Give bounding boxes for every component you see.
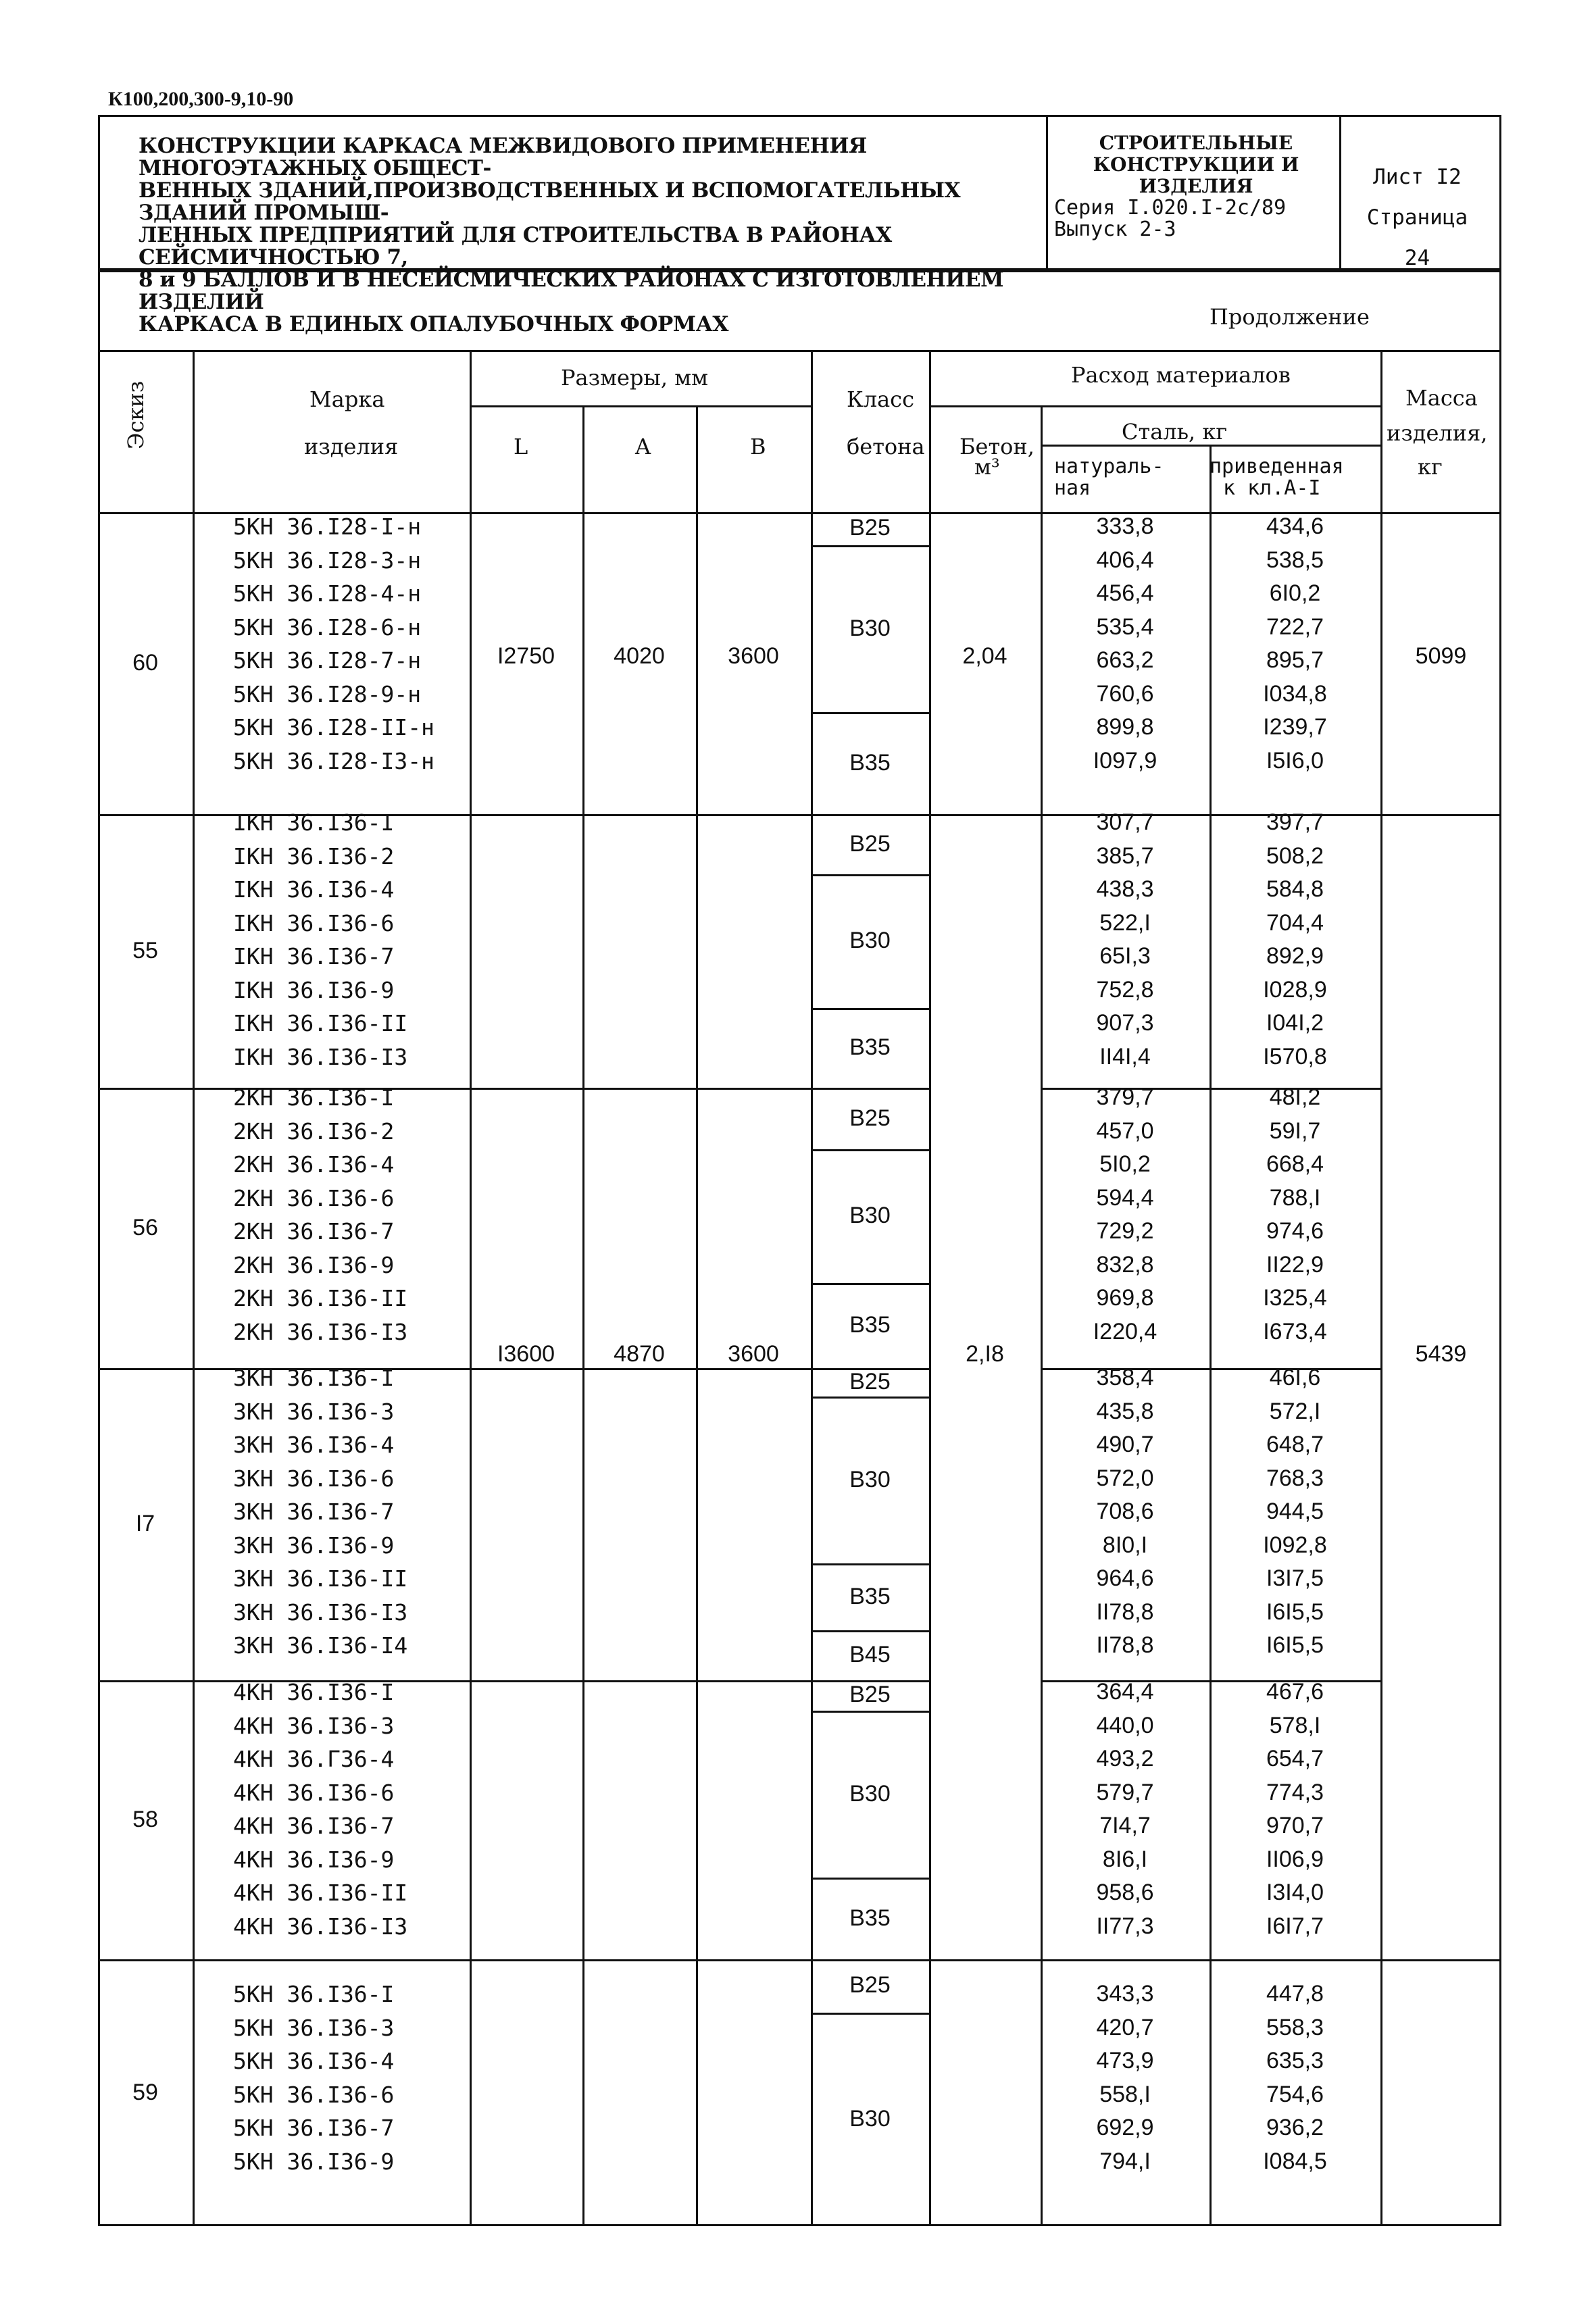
- steel-reduced: I6I7,7: [1266, 1913, 1324, 1939]
- product-mark: 4КН 36.Г36-4: [233, 1746, 395, 1772]
- steel-natural: 794,I: [1099, 2148, 1151, 2174]
- col-A: A: [635, 434, 651, 459]
- col-class-1: Класс: [847, 386, 915, 412]
- steel-reduced: 538,5: [1266, 547, 1324, 573]
- steel-reduced: 970,7: [1266, 1813, 1324, 1838]
- product-mark: 5КН 36.I28-I3-н: [233, 747, 435, 774]
- concrete-volume: 2,I8: [966, 1341, 1004, 1367]
- steel-natural: 343,3: [1096, 1981, 1154, 2007]
- product-mark: 4КН 36.I36-9: [233, 1846, 395, 1873]
- steel-reduced: I5I6,0: [1266, 747, 1324, 774]
- steel-natural: 435,8: [1096, 1398, 1154, 1424]
- steel-reduced: I04I,2: [1266, 1010, 1324, 1036]
- product-mark: 2КН 36.I36-I3: [233, 1318, 408, 1345]
- concrete-class: B30: [849, 1203, 891, 1229]
- steel-natural: 958,6: [1096, 1880, 1154, 1905]
- product-mark: 3КН 36.I36-6: [233, 1465, 395, 1492]
- steel-natural: I220,4: [1093, 1318, 1157, 1344]
- product-mark: 4КН 36.I36-I: [233, 1679, 395, 1705]
- width-A: 4870: [614, 1341, 665, 1367]
- concrete-class: B25: [849, 1368, 891, 1394]
- steel-natural: 307,7: [1096, 809, 1154, 835]
- steel-natural: 379,7: [1096, 1084, 1154, 1110]
- steel-reduced: 6I0,2: [1269, 580, 1321, 606]
- length-L: I2750: [497, 643, 555, 669]
- concrete-class: B30: [849, 1466, 891, 1492]
- product-mark: 2КН 36.I36-2: [233, 1117, 395, 1145]
- steel-natural: 493,2: [1096, 1746, 1154, 1771]
- product-mark: 5КН 36.I36-4: [233, 2048, 395, 2074]
- steel-reduced: I028,9: [1263, 976, 1327, 1003]
- steel-reduced: 788,I: [1269, 1184, 1321, 1211]
- steel-reduced: I084,5: [1263, 2148, 1327, 2174]
- steel-natural: 364,4: [1096, 1679, 1154, 1705]
- steel-natural: 385,7: [1096, 842, 1154, 869]
- col-reduced-2: к кл.А-I: [1223, 476, 1321, 500]
- product-mark: 3КН 36.I36-7: [233, 1499, 395, 1525]
- document-title: КОНСТРУКЦИИ КАРКАСА МЕЖВИДОВОГО ПРИМЕНЕНИЯ МНОГОЭТАЖНЫХ ОБЩЕСТ- ВЕННЫХ ЗДАНИЙ,ПРОИЗВОДСТВЕННЫХ И ВСПОМОГАТЕЛЬНЫХ ЗДАНИЙ ПРОМЫШ- ЛЕННЫХ ПРЕДПРИЯТИЙ ДЛЯ СТРОИТЕЛЬСТВА В РАЙОНАХ СЕЙСМИЧНОСТЬЮ 7, 8 и 9 БАЛЛОВ И В НЕСЕЙСМИЧЕСКИХ РАЙОНАХ С ИЗГОТОВЛЕНИЕМ ИЗДЕЛИЙ КАРКАСА В ЕДИНЫХ ОПАЛУБОЧНЫХ ФОРМАХ: [139, 134, 1003, 336]
- steel-reduced: 558,3: [1266, 2014, 1324, 2040]
- product-mark: 2КН 36.I36-I: [233, 1084, 395, 1111]
- steel-natural: 438,3: [1096, 876, 1154, 902]
- product-mark: 3КН 36.I36-9: [233, 1532, 395, 1559]
- col-concrete: Бетон,: [959, 434, 1034, 459]
- sketch-number: 55: [132, 937, 158, 963]
- steel-natural: 7I4,7: [1099, 1813, 1151, 1838]
- col-natural-1: натураль-: [1054, 455, 1164, 478]
- steel-reduced: 754,6: [1266, 2081, 1324, 2107]
- col-mark-1: Марка: [309, 386, 385, 412]
- product-mark: IКН 36.I36-I: [233, 809, 395, 836]
- steel-natural: 907,3: [1096, 1010, 1154, 1036]
- steel-reduced: 48I,2: [1269, 1084, 1321, 1110]
- product-mark: 4КН 36.I36-I3: [233, 1913, 408, 1940]
- product-mark: 5КН 36.I36-9: [233, 2148, 395, 2175]
- sketch-number: I7: [135, 1511, 155, 1536]
- col-sketch: Эскиз: [123, 380, 149, 449]
- steel-natural: 558,I: [1099, 2081, 1151, 2107]
- product-mark: IКН 36.I36-4: [233, 876, 395, 903]
- steel-reduced: 434,6: [1266, 513, 1324, 539]
- steel-reduced: 584,8: [1266, 876, 1324, 902]
- concrete-class: B30: [849, 928, 891, 954]
- steel-natural: 760,6: [1096, 680, 1154, 707]
- steel-reduced: 722,7: [1266, 613, 1324, 640]
- concrete-class: B25: [849, 1972, 891, 1998]
- product-mark: IКН 36.I36-2: [233, 842, 395, 870]
- steel-natural: 692,9: [1096, 2115, 1154, 2140]
- col-mass-1: Масса: [1405, 385, 1478, 411]
- product-mark: 2КН 36.I36-4: [233, 1151, 395, 1178]
- steel-natural: I097,9: [1093, 747, 1157, 774]
- product-mark: IКН 36.I36-6: [233, 909, 395, 936]
- product-mark: 5КН 36.I28-3-н: [233, 547, 422, 574]
- product-mark: 4КН 36.I36-7: [233, 1813, 395, 1839]
- product-mark: 3КН 36.I36-I4: [233, 1632, 408, 1659]
- steel-reduced: 46I,6: [1269, 1365, 1321, 1390]
- product-mark: IКН 36.I36-7: [233, 943, 395, 970]
- steel-reduced: 467,6: [1266, 1679, 1324, 1705]
- product-mark: 5КН 36.I28-4-н: [233, 580, 422, 607]
- col-class-2: бетона: [847, 434, 925, 459]
- steel-natural: 333,8: [1096, 513, 1154, 539]
- product-mark: IКН 36.I36-I3: [233, 1043, 408, 1070]
- product-mark: 3КН 36.I36-I3: [233, 1599, 408, 1626]
- steel-reduced: 447,8: [1266, 1981, 1324, 2007]
- col-materials: Расход материалов: [1071, 362, 1291, 388]
- steel-natural: 406,4: [1096, 547, 1154, 573]
- steel-natural: 964,6: [1096, 1565, 1154, 1591]
- steel-natural: 535,4: [1096, 613, 1154, 640]
- concrete-class: B25: [849, 1682, 891, 1708]
- concrete-class: B30: [849, 615, 891, 641]
- concrete-class: B35: [849, 1312, 891, 1338]
- steel-reduced: 508,2: [1266, 842, 1324, 869]
- steel-reduced: 892,9: [1266, 943, 1324, 969]
- steel-reduced: 635,3: [1266, 2048, 1324, 2073]
- steel-reduced: 944,5: [1266, 1499, 1324, 1524]
- steel-reduced: 774,3: [1266, 1779, 1324, 1805]
- steel-reduced: 974,6: [1266, 1218, 1324, 1244]
- col-mass-2: изделия,: [1387, 420, 1488, 446]
- col-sizes: Размеры, мм: [561, 365, 708, 391]
- steel-natural: 969,8: [1096, 1285, 1154, 1311]
- steel-reduced: 768,3: [1266, 1465, 1324, 1491]
- product-mark: 2КН 36.I36-II: [233, 1285, 408, 1311]
- steel-natural: II78,8: [1096, 1599, 1154, 1625]
- series-info: СТРОИТЕЛЬНЫЕ КОНСТРУКЦИИ И ИЗДЕЛИЯ Серия I.020.I-2с/89 Выпуск 2-3: [1054, 132, 1299, 241]
- steel-natural: 594,4: [1096, 1184, 1154, 1211]
- concrete-class: B30: [849, 1780, 891, 1807]
- steel-reduced: I3I7,5: [1266, 1565, 1324, 1591]
- col-mass-3: кг: [1418, 454, 1443, 480]
- concrete-class: B25: [849, 830, 891, 857]
- product-mark: 2КН 36.I36-9: [233, 1251, 395, 1278]
- steel-natural: 420,7: [1096, 2014, 1154, 2040]
- steel-natural: 456,4: [1096, 580, 1154, 606]
- sketch-number: 58: [132, 1806, 158, 1832]
- product-mark: 4КН 36.I36-6: [233, 1779, 395, 1806]
- product-mark: 5КН 36.I28-7-н: [233, 647, 422, 674]
- col-mark-2: изделия: [304, 434, 399, 459]
- product-mass: 5099: [1415, 643, 1467, 669]
- concrete-class: B25: [849, 515, 891, 541]
- height-B: 3600: [728, 1341, 779, 1367]
- product-mass: 5439: [1415, 1341, 1467, 1367]
- steel-natural: 572,0: [1096, 1465, 1154, 1491]
- steel-natural: 8I0,I: [1102, 1532, 1148, 1558]
- steel-reduced: I6I5,5: [1266, 1632, 1324, 1658]
- sketch-number: 60: [132, 649, 158, 676]
- concrete-class: B25: [849, 1105, 891, 1131]
- steel-natural: 8I6,I: [1102, 1846, 1148, 1872]
- product-mark: 3КН 36.I36-I: [233, 1365, 395, 1391]
- product-mark: 2КН 36.I36-6: [233, 1184, 395, 1211]
- product-mark: 5КН 36.I36-6: [233, 2081, 395, 2108]
- product-mark: 3КН 36.I36-II: [233, 1565, 408, 1592]
- steel-natural: 729,2: [1096, 1218, 1154, 1244]
- product-mark: 5КН 36.I36-I: [233, 1981, 395, 2007]
- steel-natural: 663,2: [1096, 647, 1154, 673]
- product-mark: 4КН 36.I36-3: [233, 1712, 395, 1739]
- concrete-class: B45: [849, 1642, 891, 1668]
- steel-reduced: I239,7: [1263, 714, 1327, 740]
- steel-reduced: 648,7: [1266, 1432, 1324, 1457]
- steel-reduced: I673,4: [1263, 1318, 1327, 1344]
- concrete-class: B30: [849, 2105, 891, 2132]
- length-L: I3600: [497, 1341, 555, 1367]
- steel-reduced: I3I4,0: [1266, 1880, 1324, 1905]
- steel-natural: 5I0,2: [1099, 1151, 1151, 1177]
- steel-reduced: I092,8: [1263, 1532, 1327, 1558]
- steel-natural: 522,I: [1099, 909, 1151, 936]
- steel-natural: 832,8: [1096, 1251, 1154, 1278]
- col-natural-2: ная: [1054, 476, 1091, 500]
- steel-natural: II77,3: [1096, 1913, 1154, 1939]
- steel-reduced: I034,8: [1263, 680, 1327, 707]
- product-mark: 4КН 36.I36-II: [233, 1880, 408, 1906]
- steel-natural: 579,7: [1096, 1779, 1154, 1805]
- steel-reduced: 654,7: [1266, 1746, 1324, 1771]
- steel-reduced: II06,9: [1266, 1846, 1324, 1872]
- steel-natural: II78,8: [1096, 1632, 1154, 1658]
- col-steel: Сталь, кг: [1122, 419, 1228, 445]
- steel-natural: 473,9: [1096, 2048, 1154, 2073]
- product-mark: 5КН 36.I36-3: [233, 2014, 395, 2041]
- steel-reduced: I570,8: [1263, 1043, 1327, 1070]
- steel-reduced: I6I5,5: [1266, 1599, 1324, 1625]
- steel-reduced: 572,I: [1269, 1398, 1321, 1424]
- product-mark: 5КН 36.I28-6-н: [233, 613, 422, 640]
- steel-reduced: 895,7: [1266, 647, 1324, 673]
- concrete-class: B35: [849, 1034, 891, 1061]
- steel-natural: 358,4: [1096, 1365, 1154, 1390]
- sketch-number: 59: [132, 2079, 158, 2105]
- sketch-number: 56: [132, 1214, 158, 1240]
- steel-natural: 490,7: [1096, 1432, 1154, 1457]
- concrete-class: B35: [849, 1583, 891, 1609]
- steel-reduced: I325,4: [1263, 1285, 1327, 1311]
- steel-reduced: 578,I: [1269, 1712, 1321, 1738]
- steel-reduced: II22,9: [1266, 1251, 1324, 1278]
- product-mark: 3КН 36.I36-4: [233, 1432, 395, 1458]
- product-mark: 5КН 36.I36-7: [233, 2115, 395, 2141]
- concrete-class: B35: [849, 1905, 891, 1931]
- steel-natural: 65I,3: [1099, 943, 1151, 969]
- steel-reduced: 59I,7: [1269, 1117, 1321, 1144]
- col-reduced-1: приведенная: [1210, 455, 1344, 478]
- steel-natural: 708,6: [1096, 1499, 1154, 1524]
- product-mark: 5КН 36.I28-I-н: [233, 513, 422, 540]
- product-mark: IКН 36.I36-9: [233, 976, 395, 1003]
- product-mark: 5КН 36.I28-II-н: [233, 714, 435, 740]
- steel-natural: II4I,4: [1099, 1043, 1151, 1070]
- continuation-label: Продолжение: [1210, 304, 1370, 330]
- product-mark: 3КН 36.I36-3: [233, 1398, 395, 1425]
- document-code: К100,200,300-9,10-90: [108, 88, 294, 110]
- steel-natural: 752,8: [1096, 976, 1154, 1003]
- concrete-volume: 2,04: [962, 643, 1007, 669]
- steel-natural: 457,0: [1096, 1117, 1154, 1144]
- product-mark: 2КН 36.I36-7: [233, 1218, 395, 1244]
- steel-reduced: 704,4: [1266, 909, 1324, 936]
- col-L: L: [514, 434, 528, 459]
- col-B: B: [750, 434, 766, 459]
- concrete-class: B35: [849, 749, 891, 776]
- width-A: 4020: [614, 643, 665, 669]
- steel-natural: 899,8: [1096, 714, 1154, 740]
- steel-reduced: 668,4: [1266, 1151, 1324, 1177]
- product-mark: 5КН 36.I28-9-н: [233, 680, 422, 707]
- steel-natural: 440,0: [1096, 1712, 1154, 1738]
- height-B: 3600: [728, 643, 779, 669]
- product-mark: IКН 36.I36-II: [233, 1010, 408, 1036]
- col-concrete-unit: м³: [974, 454, 1000, 480]
- steel-reduced: 397,7: [1266, 809, 1324, 835]
- sheet-info: Лист I2 Страница 24: [1366, 165, 1468, 270]
- steel-reduced: 936,2: [1266, 2115, 1324, 2140]
